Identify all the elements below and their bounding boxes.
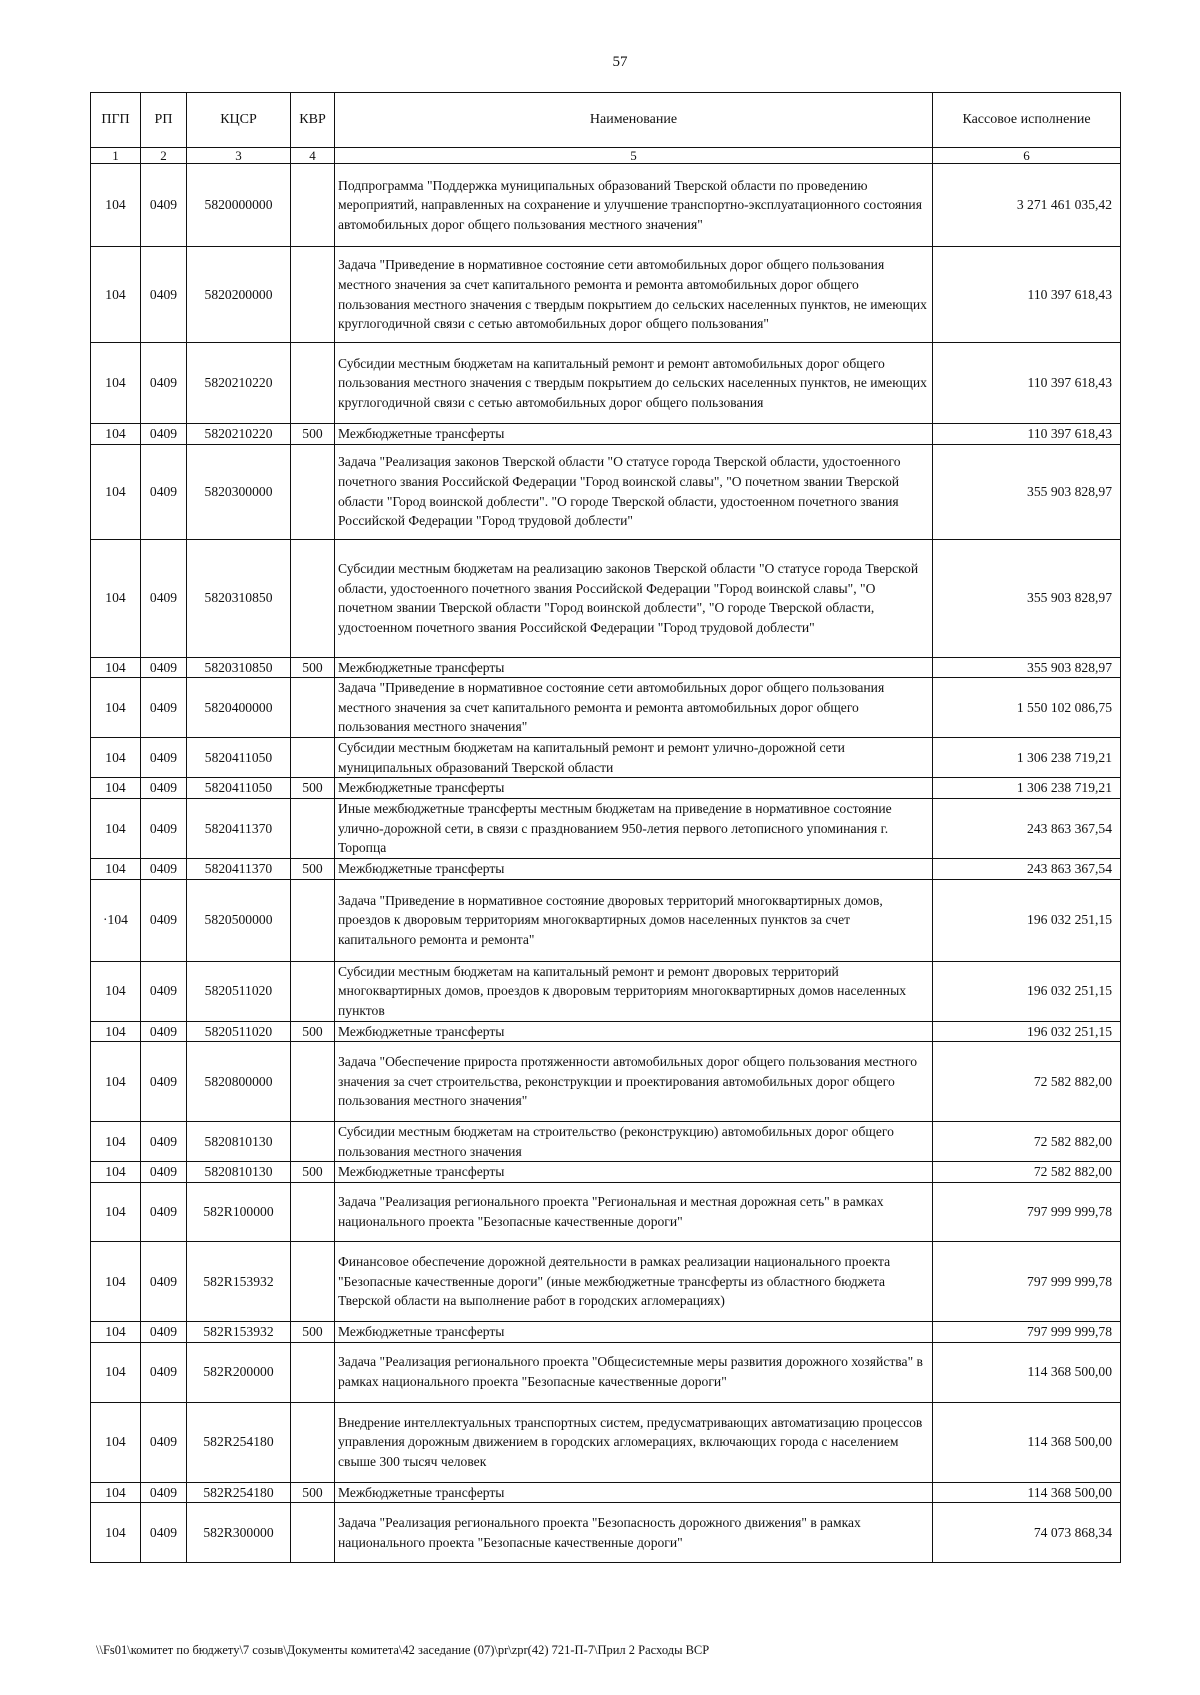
cell-kvr: 500 — [291, 858, 335, 879]
cell-name: Внедрение интеллектуальных транспортных систем, предусматривающих автоматизацию процессов управления дорожным движением в городских агломерациях, включающих города с населением свыше 300 тысяч человек — [335, 1402, 933, 1482]
cell-rp: 0409 — [141, 247, 187, 343]
cell-kcsr: 5820411370 — [187, 858, 291, 879]
cell-amount: 114 368 500,00 — [933, 1482, 1121, 1503]
table-row — [91, 1342, 1121, 1402]
cell-amount: 74 073 868,34 — [933, 1503, 1121, 1563]
cell-name: Задача "Реализация законов Тверской области "О статусе города Тверской области, удостоенного почетного звания Российской Федерации "Город воинской славы", "О почетном звании Тверской области "Город воинской доблести". "О городе Тверской области, удостоенном почетного звания Российской Федерации "Город трудовой доблести" — [335, 444, 933, 539]
cell-rp: 0409 — [141, 1182, 187, 1241]
cell-name: Подпрограмма "Поддержка муниципальных образований Тверской области по проведению мероприятий, направленных на сохранение и улучшение транспортно-эксплуатационного состояния автомобильных дорог общего пользования местного значения" — [335, 164, 933, 247]
cell-pgp: 104 — [91, 424, 141, 445]
table-row — [91, 1402, 1121, 1482]
cell-rp: 0409 — [141, 738, 187, 778]
header-amount: Кассовое исполнение — [933, 93, 1121, 148]
column-number: 2 — [141, 148, 187, 164]
cell-amount: 72 582 882,00 — [933, 1162, 1121, 1183]
cell-kcsr: 5820310850 — [187, 539, 291, 657]
cell-amount: 196 032 251,15 — [933, 1021, 1121, 1042]
cell-kvr — [291, 343, 335, 424]
cell-rp: 0409 — [141, 1122, 187, 1162]
table-row — [91, 1321, 1121, 1342]
cell-amount: 110 397 618,43 — [933, 247, 1121, 343]
cell-kvr — [291, 164, 335, 247]
cell-pgp: 104 — [91, 738, 141, 778]
cell-pgp: 104 — [91, 539, 141, 657]
table-row — [91, 1042, 1121, 1122]
header-rp: РП — [141, 93, 187, 148]
header-kcsr: КЦСР — [187, 93, 291, 148]
cell-kcsr: 5820511020 — [187, 961, 291, 1021]
cell-name: Задача "Реализация регионального проекта "Общесистемные меры развития дорожного хозяйства" в рамках национального проекта "Безопасные качественные дороги" — [335, 1342, 933, 1402]
cell-name: Межбюджетные трансферты — [335, 1321, 933, 1342]
cell-amount: 797 999 999,78 — [933, 1321, 1121, 1342]
table-row — [91, 678, 1121, 738]
table-row — [91, 961, 1121, 1021]
cell-name: Межбюджетные трансферты — [335, 424, 933, 445]
table-row — [91, 858, 1121, 879]
cell-kvr: 500 — [291, 1482, 335, 1503]
cell-pgp: 104 — [91, 1122, 141, 1162]
cell-kvr — [291, 738, 335, 778]
column-number-row — [91, 148, 1121, 164]
cell-kvr — [291, 1402, 335, 1482]
cell-kvr: 500 — [291, 1162, 335, 1183]
cell-name: Межбюджетные трансферты — [335, 657, 933, 678]
cell-name: Межбюджетные трансферты — [335, 1482, 933, 1503]
cell-kvr: 500 — [291, 1021, 335, 1042]
column-number: 1 — [91, 148, 141, 164]
cell-kvr — [291, 247, 335, 343]
cell-rp: 0409 — [141, 879, 187, 961]
cell-rp: 0409 — [141, 1021, 187, 1042]
table-row — [91, 444, 1121, 539]
cell-kcsr: 5820200000 — [187, 247, 291, 343]
cell-pgp: 104 — [91, 798, 141, 858]
cell-name: Субсидии местным бюджетам на строительство (реконструкцию) автомобильных дорог общего пользования местного значения — [335, 1122, 933, 1162]
cell-name: Финансовое обеспечение дорожной деятельности в рамках реализации национального проекта "Безопасные качественные дороги" (иные межбюджетные трансферты из областного бюджета Тверской области на выполнение работ в городских агломерациях) — [335, 1241, 933, 1321]
cell-amount: 243 863 367,54 — [933, 798, 1121, 858]
cell-amount: 1 306 238 719,21 — [933, 778, 1121, 799]
cell-kvr — [291, 879, 335, 961]
table-row — [91, 738, 1121, 778]
cell-kvr — [291, 961, 335, 1021]
cell-rp: 0409 — [141, 1042, 187, 1122]
cell-rp: 0409 — [141, 1241, 187, 1321]
cell-kvr — [291, 1342, 335, 1402]
cell-kcsr: 5820411370 — [187, 798, 291, 858]
cell-amount: 110 397 618,43 — [933, 343, 1121, 424]
cell-kvr — [291, 539, 335, 657]
table-row — [91, 1482, 1121, 1503]
cell-pgp: 104 — [91, 1402, 141, 1482]
cell-amount: 355 903 828,97 — [933, 539, 1121, 657]
cell-pgp: 104 — [91, 343, 141, 424]
table-row — [91, 1182, 1121, 1241]
cell-kcsr: 5820500000 — [187, 879, 291, 961]
cell-name: Задача "Реализация регионального проекта "Региональная и местная дорожная сеть" в рамках национального проекта "Безопасные качественные дороги" — [335, 1182, 933, 1241]
cell-amount: 797 999 999,78 — [933, 1241, 1121, 1321]
cell-name: Межбюджетные трансферты — [335, 778, 933, 799]
cell-amount: 72 582 882,00 — [933, 1042, 1121, 1122]
cell-kcsr: 5820511020 — [187, 1021, 291, 1042]
table-row — [91, 1241, 1121, 1321]
cell-kcsr: 5820300000 — [187, 444, 291, 539]
cell-amount: 1 306 238 719,21 — [933, 738, 1121, 778]
cell-name: Межбюджетные трансферты — [335, 858, 933, 879]
header-row — [91, 93, 1121, 148]
cell-pgp: 104 — [91, 164, 141, 247]
cell-kcsr: 582R100000 — [187, 1182, 291, 1241]
cell-kvr: 500 — [291, 424, 335, 445]
cell-kcsr: 5820400000 — [187, 678, 291, 738]
cell-kcsr: 5820810130 — [187, 1162, 291, 1183]
cell-pgp: 104 — [91, 1042, 141, 1122]
table-row — [91, 164, 1121, 247]
cell-kvr — [291, 1182, 335, 1241]
table-row — [91, 778, 1121, 799]
table-row — [91, 879, 1121, 961]
cell-amount: 72 582 882,00 — [933, 1122, 1121, 1162]
cell-pgp: 104 — [91, 247, 141, 343]
cell-rp: 0409 — [141, 1482, 187, 1503]
cell-kcsr: 5820310850 — [187, 657, 291, 678]
cell-rp: 0409 — [141, 1321, 187, 1342]
cell-kvr — [291, 798, 335, 858]
cell-rp: 0409 — [141, 657, 187, 678]
cell-kcsr: 582R254180 — [187, 1402, 291, 1482]
cell-name: Субсидии местным бюджетам на капитальный ремонт и ремонт автомобильных дорог общего пользования местного значения с твердым покрытием до сельских населенных пунктов, не имеющих круглогодичной связи с сетью автомобильных дорог общего пользования — [335, 343, 933, 424]
cell-name: Субсидии местным бюджетам на капитальный ремонт и ремонт улично-дорожной сети муниципальных образований Тверской области — [335, 738, 933, 778]
header-kvr: КВР — [291, 93, 335, 148]
table-row — [91, 247, 1121, 343]
cell-amount: 114 368 500,00 — [933, 1402, 1121, 1482]
cell-amount: 3 271 461 035,42 — [933, 164, 1121, 247]
cell-name: Субсидии местным бюджетам на капитальный ремонт и ремонт дворовых территорий многоквартирных домов, проездов к дворовым территориям многоквартирных домов населенных пунктов — [335, 961, 933, 1021]
cell-kvr — [291, 1503, 335, 1563]
column-number: 6 — [933, 148, 1121, 164]
table-row — [91, 424, 1121, 445]
cell-rp: 0409 — [141, 343, 187, 424]
cell-amount: 196 032 251,15 — [933, 879, 1121, 961]
cell-amount: 797 999 999,78 — [933, 1182, 1121, 1241]
cell-kcsr: 582R200000 — [187, 1342, 291, 1402]
column-number: 5 — [335, 148, 933, 164]
cell-amount: 243 863 367,54 — [933, 858, 1121, 879]
cell-amount: 355 903 828,97 — [933, 444, 1121, 539]
cell-name: Субсидии местным бюджетам на реализацию законов Тверской области "О статусе города Тверской области, удостоенного почетного звания Российской Федерации "Город воинской славы", "О почетном звании Тверской области "Город воинской доблести", "О городе Тверской области, удостоенном почетного звания Российской Федерации "Город трудовой доблести" — [335, 539, 933, 657]
cell-pgp: 104 — [91, 1342, 141, 1402]
cell-pgp: 104 — [91, 1321, 141, 1342]
cell-kvr: 500 — [291, 657, 335, 678]
cell-kvr: 500 — [291, 778, 335, 799]
cell-rp: 0409 — [141, 858, 187, 879]
cell-kvr — [291, 678, 335, 738]
cell-rp: 0409 — [141, 164, 187, 247]
cell-rp: 0409 — [141, 539, 187, 657]
cell-amount: 355 903 828,97 — [933, 657, 1121, 678]
cell-amount: 114 368 500,00 — [933, 1342, 1121, 1402]
cell-pgp: 104 — [91, 858, 141, 879]
cell-name: Межбюджетные трансферты — [335, 1021, 933, 1042]
table-body — [91, 164, 1121, 1563]
cell-rp: 0409 — [141, 778, 187, 799]
budget-table — [90, 92, 1121, 1563]
cell-pgp: 104 — [91, 778, 141, 799]
header-name: Наименование — [335, 93, 933, 148]
cell-pgp: 104 — [91, 1162, 141, 1183]
table-row — [91, 1503, 1121, 1563]
cell-name: Иные межбюджетные трансферты местным бюджетам на приведение в нормативное состояние улично-дорожной сети, в связи с празднованием 950-летия первого летописного упоминания г. Торопца — [335, 798, 933, 858]
cell-kvr: 500 — [291, 1321, 335, 1342]
cell-kcsr: 5820800000 — [187, 1042, 291, 1122]
table-row — [91, 539, 1121, 657]
cell-pgp: 104 — [91, 444, 141, 539]
cell-kcsr: 582R254180 — [187, 1482, 291, 1503]
cell-kcsr: 5820000000 — [187, 164, 291, 247]
cell-pgp: 104 — [91, 1503, 141, 1563]
cell-name: Межбюджетные трансферты — [335, 1162, 933, 1183]
cell-pgp: 104 — [91, 961, 141, 1021]
cell-pgp: 104 — [91, 678, 141, 738]
table-row — [91, 1122, 1121, 1162]
cell-kvr — [291, 1042, 335, 1122]
cell-rp: 0409 — [141, 1342, 187, 1402]
cell-kcsr: 582R300000 — [187, 1503, 291, 1563]
cell-kcsr: 5820210220 — [187, 343, 291, 424]
cell-kvr — [291, 1122, 335, 1162]
cell-pgp: 104 — [91, 657, 141, 678]
cell-rp: 0409 — [141, 798, 187, 858]
cell-rp: 0409 — [141, 1503, 187, 1563]
footer-path: \\Fs01\комитет по бюджету\7 созыв\Документы комитета\42 заседание (07)\pr\zpr(42) 721-П-7\Прил 2 Расходы ВСР — [96, 1643, 710, 1657]
cell-name: Задача "Приведение в нормативное состояние сети автомобильных дорог общего пользования местного значения за счет капитального ремонта и ремонта автомобильных дорог общего пользования местного значения" — [335, 678, 933, 738]
cell-name: Задача "Реализация регионального проекта "Безопасность дорожного движения" в рамках национального проекта "Безопасные качественные дороги" — [335, 1503, 933, 1563]
cell-pgp: 104 — [91, 1482, 141, 1503]
table-row — [91, 1021, 1121, 1042]
column-number: 4 — [291, 148, 335, 164]
cell-kvr — [291, 444, 335, 539]
cell-kcsr: 5820411050 — [187, 778, 291, 799]
cell-amount: 1 550 102 086,75 — [933, 678, 1121, 738]
cell-kvr — [291, 1241, 335, 1321]
cell-pgp: 104 — [91, 1021, 141, 1042]
cell-rp: 0409 — [141, 1402, 187, 1482]
cell-pgp: ·104 — [91, 879, 141, 961]
table-row — [91, 798, 1121, 858]
cell-rp: 0409 — [141, 1162, 187, 1183]
header-pgp: ПГП — [91, 93, 141, 148]
cell-name: Задача "Приведение в нормативное состояние дворовых территорий многоквартирных домов, проездов к дворовым территориям многоквартирных домов населенных пунктов за счет капитального ремонта и ремонта" — [335, 879, 933, 961]
cell-kcsr: 5820210220 — [187, 424, 291, 445]
cell-rp: 0409 — [141, 444, 187, 539]
table-row — [91, 657, 1121, 678]
page-number: 57 — [612, 54, 628, 70]
cell-rp: 0409 — [141, 961, 187, 1021]
table-row — [91, 343, 1121, 424]
cell-name: Задача "Обеспечение прироста протяженности автомобильных дорог общего пользования местного значения за счет строительства, реконструкции и проектирования автомобильных дорог общего пользования местного значения" — [335, 1042, 933, 1122]
cell-pgp: 104 — [91, 1241, 141, 1321]
cell-amount: 196 032 251,15 — [933, 961, 1121, 1021]
cell-kcsr: 5820810130 — [187, 1122, 291, 1162]
column-number: 3 — [187, 148, 291, 164]
cell-amount: 110 397 618,43 — [933, 424, 1121, 445]
cell-kcsr: 582R153932 — [187, 1321, 291, 1342]
cell-rp: 0409 — [141, 424, 187, 445]
cell-rp: 0409 — [141, 678, 187, 738]
cell-pgp: 104 — [91, 1182, 141, 1241]
cell-kcsr: 5820411050 — [187, 738, 291, 778]
cell-name: Задача "Приведение в нормативное состояние сети автомобильных дорог общего пользования местного значения за счет капитального ремонта и ремонта автомобильных дорог общего пользования местного значения с твердым покрытием до сельских населенных пунктов, не имеющих круглогодичной связи с сетью автомобильных дорог общего пользования" — [335, 247, 933, 343]
cell-kcsr: 582R153932 — [187, 1241, 291, 1321]
table-row — [91, 1162, 1121, 1183]
